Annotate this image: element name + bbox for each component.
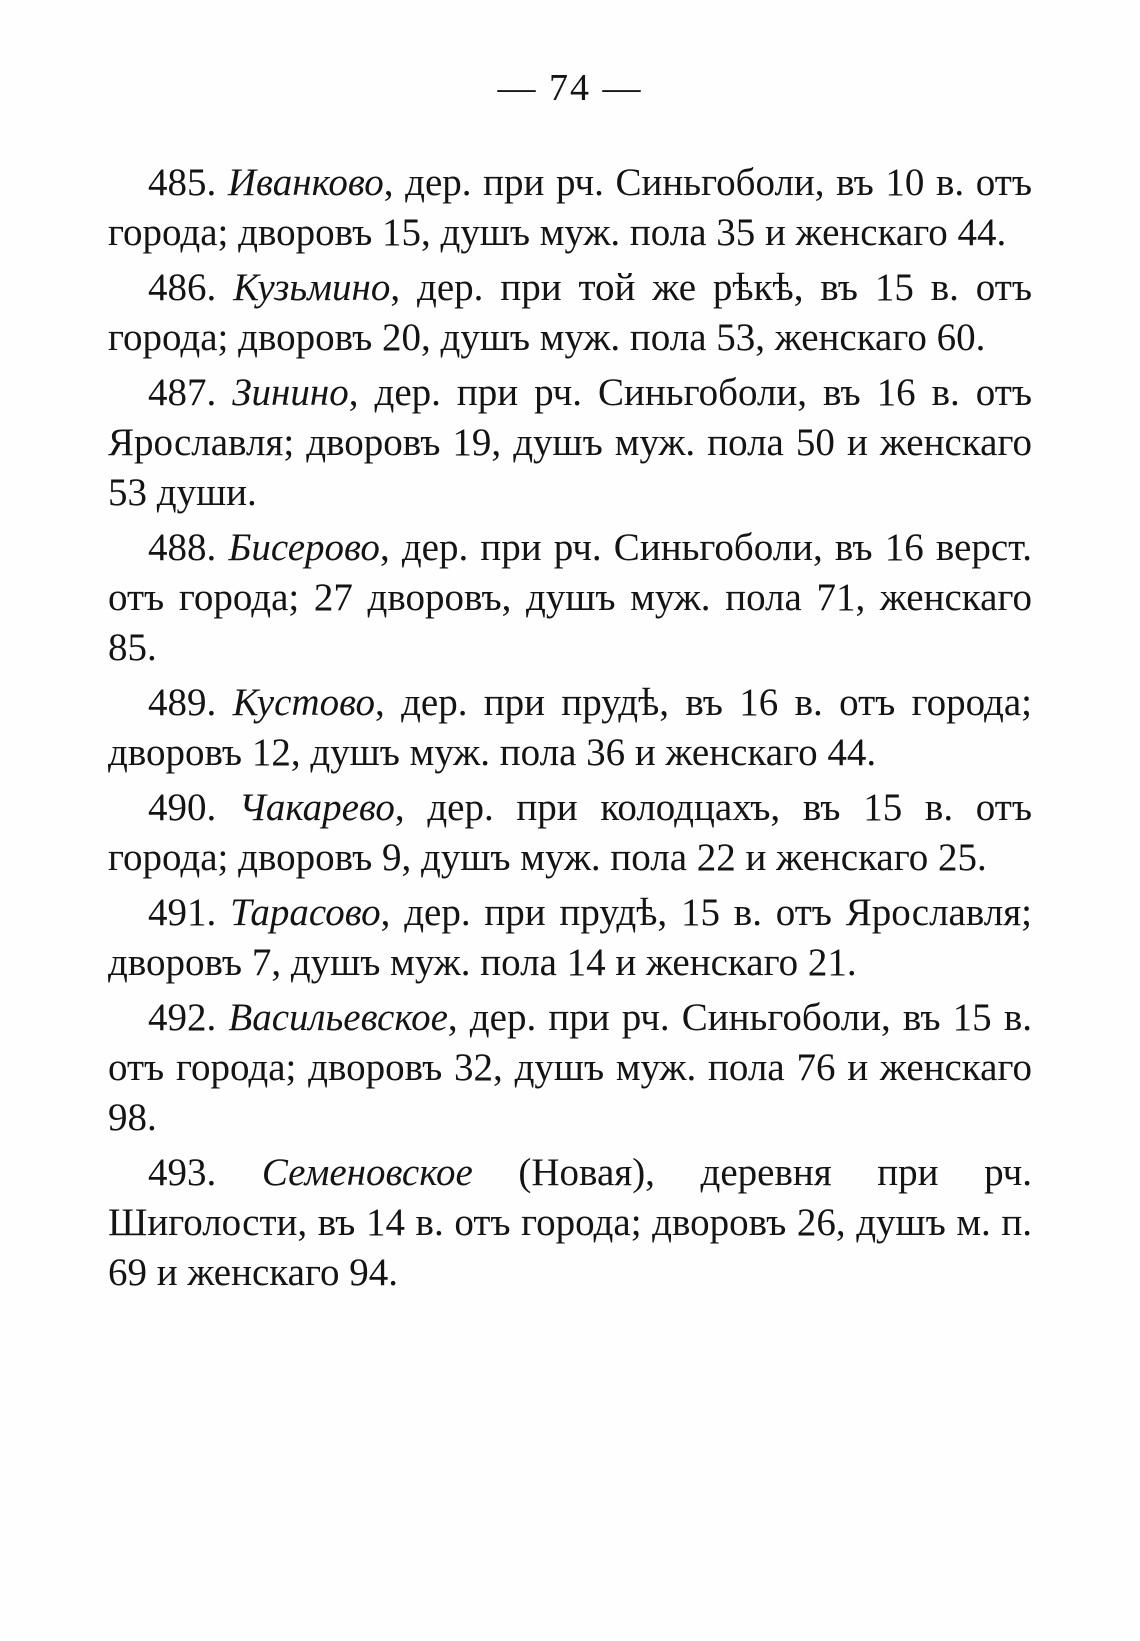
entry-number: 488.: [148, 526, 217, 569]
entry-text: , дер. при колодцахъ, въ 15 в. отъ города; дворовъ 9, душъ муж. пола 22 и женскаго 25.: [108, 786, 1032, 879]
entry-number: 490.: [148, 786, 217, 829]
entry-text: , дер. при рч. Синьгоболи, въ 10 в. отъ города; дворовъ 15, душъ муж. пола 35 и женскаго 44.: [108, 161, 1032, 254]
entry-487: [108, 368, 1032, 518]
entry-text: , дер. при той же рѣкѣ, въ 15 в. отъ города; дворовъ 20, душъ муж. пола 53, женскаго 60.: [108, 266, 1033, 359]
entry-489: [108, 678, 1032, 778]
entry-text: , дер. при прудѣ, въ 16 в. отъ города; дворовъ 12, душъ муж. пола 36 и женскаго 44.: [108, 681, 1032, 774]
entry-name: Кузьмино: [233, 266, 391, 309]
entry-name: Чакарево: [238, 786, 395, 829]
entry-name: Семеновское: [261, 1151, 473, 1194]
entry-text: , дер. при прудѣ, 15 в. отъ Ярославля; дворовъ 7, душъ муж. пола 14 и женскаго 21.: [108, 891, 1032, 984]
entry-text: , дер. при рч. Синьгоболи, въ 15 в. отъ города; дворовъ 32, душъ муж. пола 76 и женскаго 98.: [108, 996, 1032, 1139]
entry-492: [108, 993, 1032, 1143]
text-block: [108, 158, 1032, 1303]
entry-number: 489.: [148, 681, 217, 724]
entry-name: Кустово: [232, 681, 376, 724]
entry-number: 492.: [148, 996, 217, 1039]
entry-491: [108, 888, 1032, 988]
entry-name: Бисерово: [228, 526, 380, 569]
entry-488: [108, 523, 1032, 673]
entry-name: Тарасово: [230, 891, 381, 934]
entry-number: 486.: [148, 266, 217, 309]
page-number: — 74 —: [497, 67, 643, 109]
entry-number: 493.: [148, 1151, 217, 1194]
entry-490: [108, 783, 1032, 883]
entry-number: 485.: [148, 161, 217, 204]
entry-number: 487.: [148, 371, 217, 414]
entry-name: Зинино: [232, 371, 349, 414]
entry-485: [108, 158, 1032, 258]
entry-name: Васильевское: [228, 996, 448, 1039]
entry-number: 491.: [148, 891, 217, 934]
entry-text: , дер. при рч. Синьгоболи, въ 16 верст. отъ города; 27 дворовъ, душъ муж. пола 71, женскаго 85.: [108, 526, 1033, 669]
entry-493: [108, 1148, 1032, 1298]
entry-text: , дер. при рч. Синьгоболи, въ 16 в. отъ Ярославля; дворовъ 19, душъ муж. пола 50 и женскаго 53 души.: [108, 371, 1032, 514]
entry-name: Иванково: [227, 161, 384, 204]
entry-486: [108, 263, 1032, 363]
entry-text: (Новая), деревня при рч. Шиголости, въ 14 в. отъ города; дворовъ 26, душъ м. п. 69 и женскаго 94.: [108, 1151, 1032, 1294]
